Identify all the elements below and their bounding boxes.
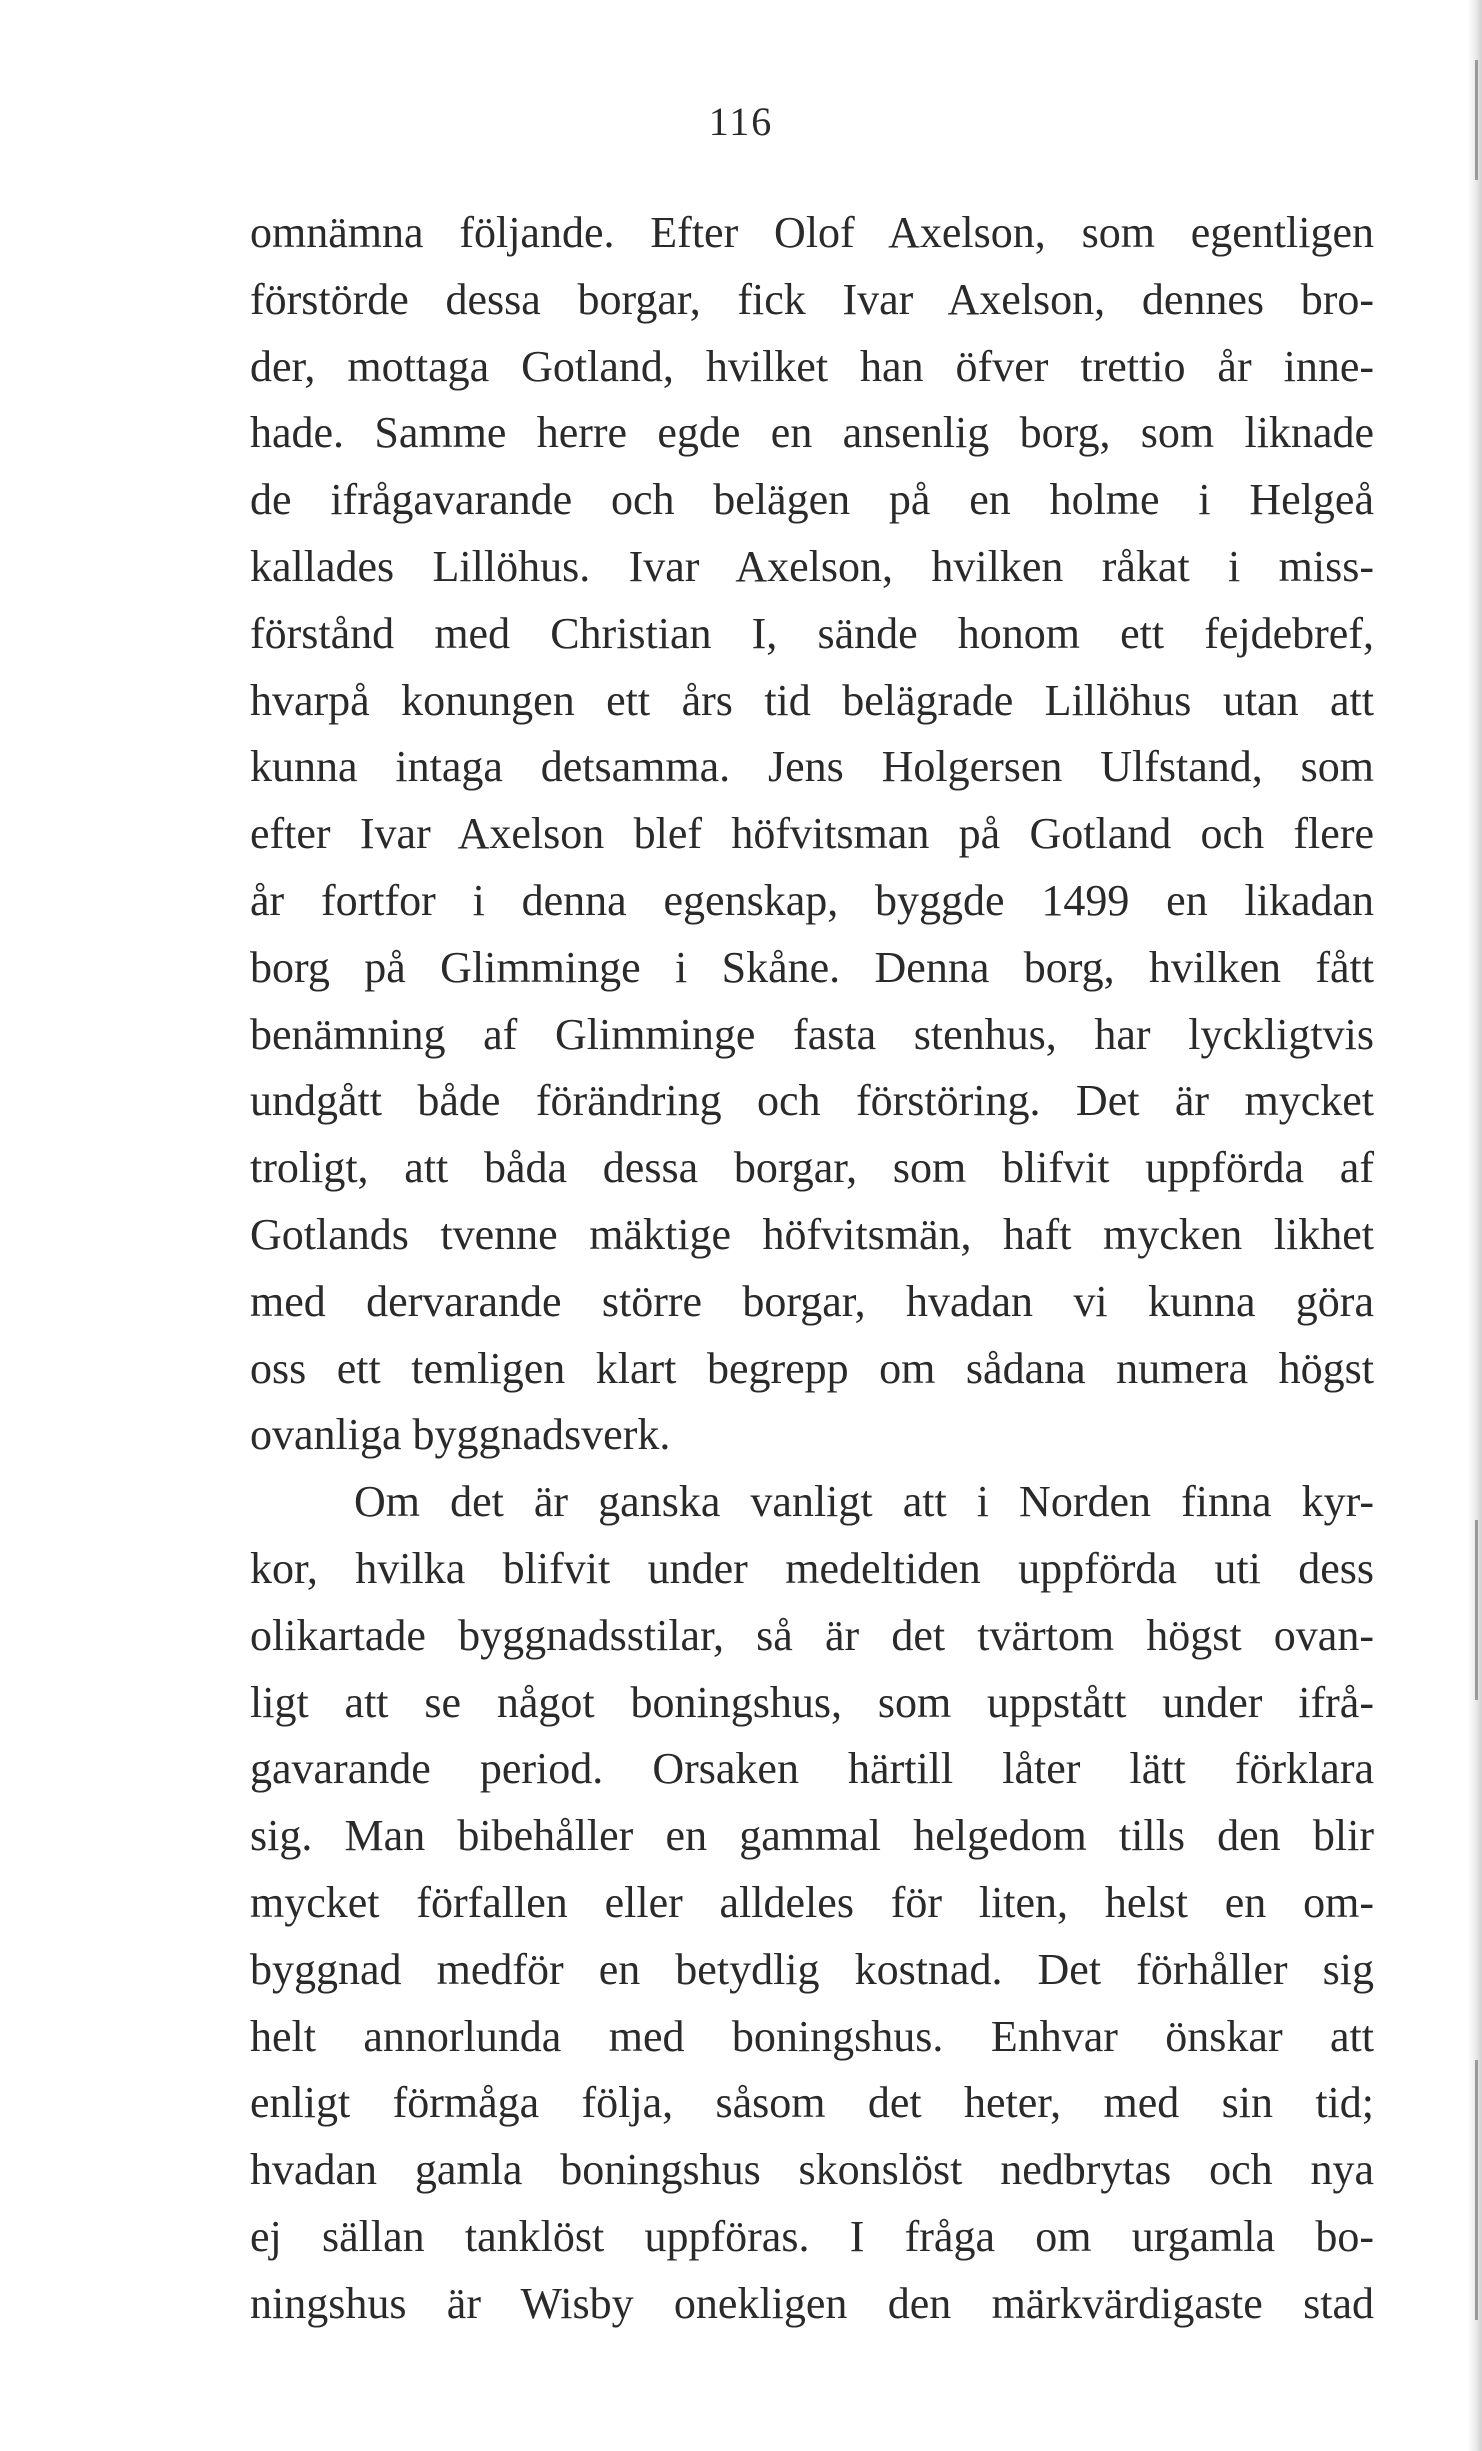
text-line: benämning af Glimminge fasta stenhus, har lyckligtvis — [250, 1009, 1374, 1059]
text-line: kor, hvilka blifvit under medeltiden uppförda uti dess — [250, 1543, 1374, 1593]
text-line: byggnad medför en betydlig kostnad. Det förhåller sig — [250, 1944, 1374, 1994]
text-line: troligt, att båda dessa borgar, som blifvit uppförda af — [250, 1143, 1374, 1193]
page-edge-mark — [1475, 60, 1478, 180]
text-line: kallades Lillöhus. Ivar Axelson, hvilken råkat i miss- — [250, 541, 1374, 591]
text-line: hvadan gamla boningshus skonslöst nedbrytas och nya — [250, 2145, 1374, 2195]
text-line: enligt förmåga följa, såsom det heter, med sin tid; — [250, 2078, 1374, 2128]
text-line: de ifrågavarande och belägen på en holme i Helgeå — [250, 475, 1374, 525]
text-line: helt annorlunda med boningshus. Enhvar önskar att — [250, 2011, 1374, 2061]
text-line: Gotlands tvenne mäktige höfvitsmän, haft mycken likhet — [250, 1209, 1374, 1259]
body-text — [250, 200, 1374, 2338]
text-line: efter Ivar Axelson blef höfvitsman på Gotland och flere — [250, 809, 1374, 859]
text-line: sig. Man bibehåller en gammal helgedom tills den blir — [250, 1811, 1374, 1861]
text-line: ningshus är Wisby onekligen den märkvärdigaste stad — [250, 2278, 1374, 2328]
paragraph-end-line: ovanliga byggnadsverk. — [250, 1410, 671, 1460]
text-line: ligt att se något boningshus, som uppstått under ifrå- — [250, 1677, 1374, 1727]
text-line: mycket förfallen eller alldeles för liten, helst en om- — [250, 1877, 1374, 1927]
text-line: kunna intaga detsamma. Jens Holgersen Ulfstand, som — [250, 742, 1374, 792]
text-line: hade. Samme herre egde en ansenlig borg, som liknade — [250, 408, 1374, 458]
text-line: der, mottaga Gotland, hvilket han öfver trettio år inne- — [250, 341, 1374, 391]
text-line: borg på Glimminge i Skåne. Denna borg, hvilken fått — [250, 942, 1374, 992]
page-edge-mark — [1475, 1520, 1478, 1700]
page-edge-mark — [1475, 2060, 1478, 2320]
text-line: omnämna följande. Efter Olof Axelson, som egentligen — [250, 208, 1374, 257]
page-number: 116 — [708, 99, 774, 144]
text-line: förstörde dessa borgar, fick Ivar Axelson, dennes bro- — [250, 274, 1374, 324]
text-line: olikartade byggnadsstilar, så är det tvärtom högst ovan- — [250, 1610, 1374, 1660]
text-line: förstånd med Christian I, sände honom ett fejdebref, — [250, 608, 1374, 658]
text-line: oss ett temligen klart begrepp om sådana numera högst — [250, 1343, 1374, 1393]
text-line: med dervarande större borgar, hvadan vi kunna göra — [250, 1276, 1374, 1326]
text-line: år fortfor i denna egenskap, byggde 1499 en likadan — [250, 875, 1374, 925]
text-line: undgått både förändring och förstöring. Det är mycket — [250, 1076, 1374, 1126]
paragraph-start-line: Om det är ganska vanligt att i Norden finna kyr- — [354, 1477, 1374, 1527]
text-line: ej sällan tanklöst uppföras. I fråga om urgamla bo- — [250, 2211, 1374, 2261]
text-line: gavarande period. Orsaken härtill låter lätt förklara — [250, 1744, 1374, 1794]
text-line: hvarpå konungen ett års tid belägrade Lillöhus utan att — [250, 675, 1374, 725]
